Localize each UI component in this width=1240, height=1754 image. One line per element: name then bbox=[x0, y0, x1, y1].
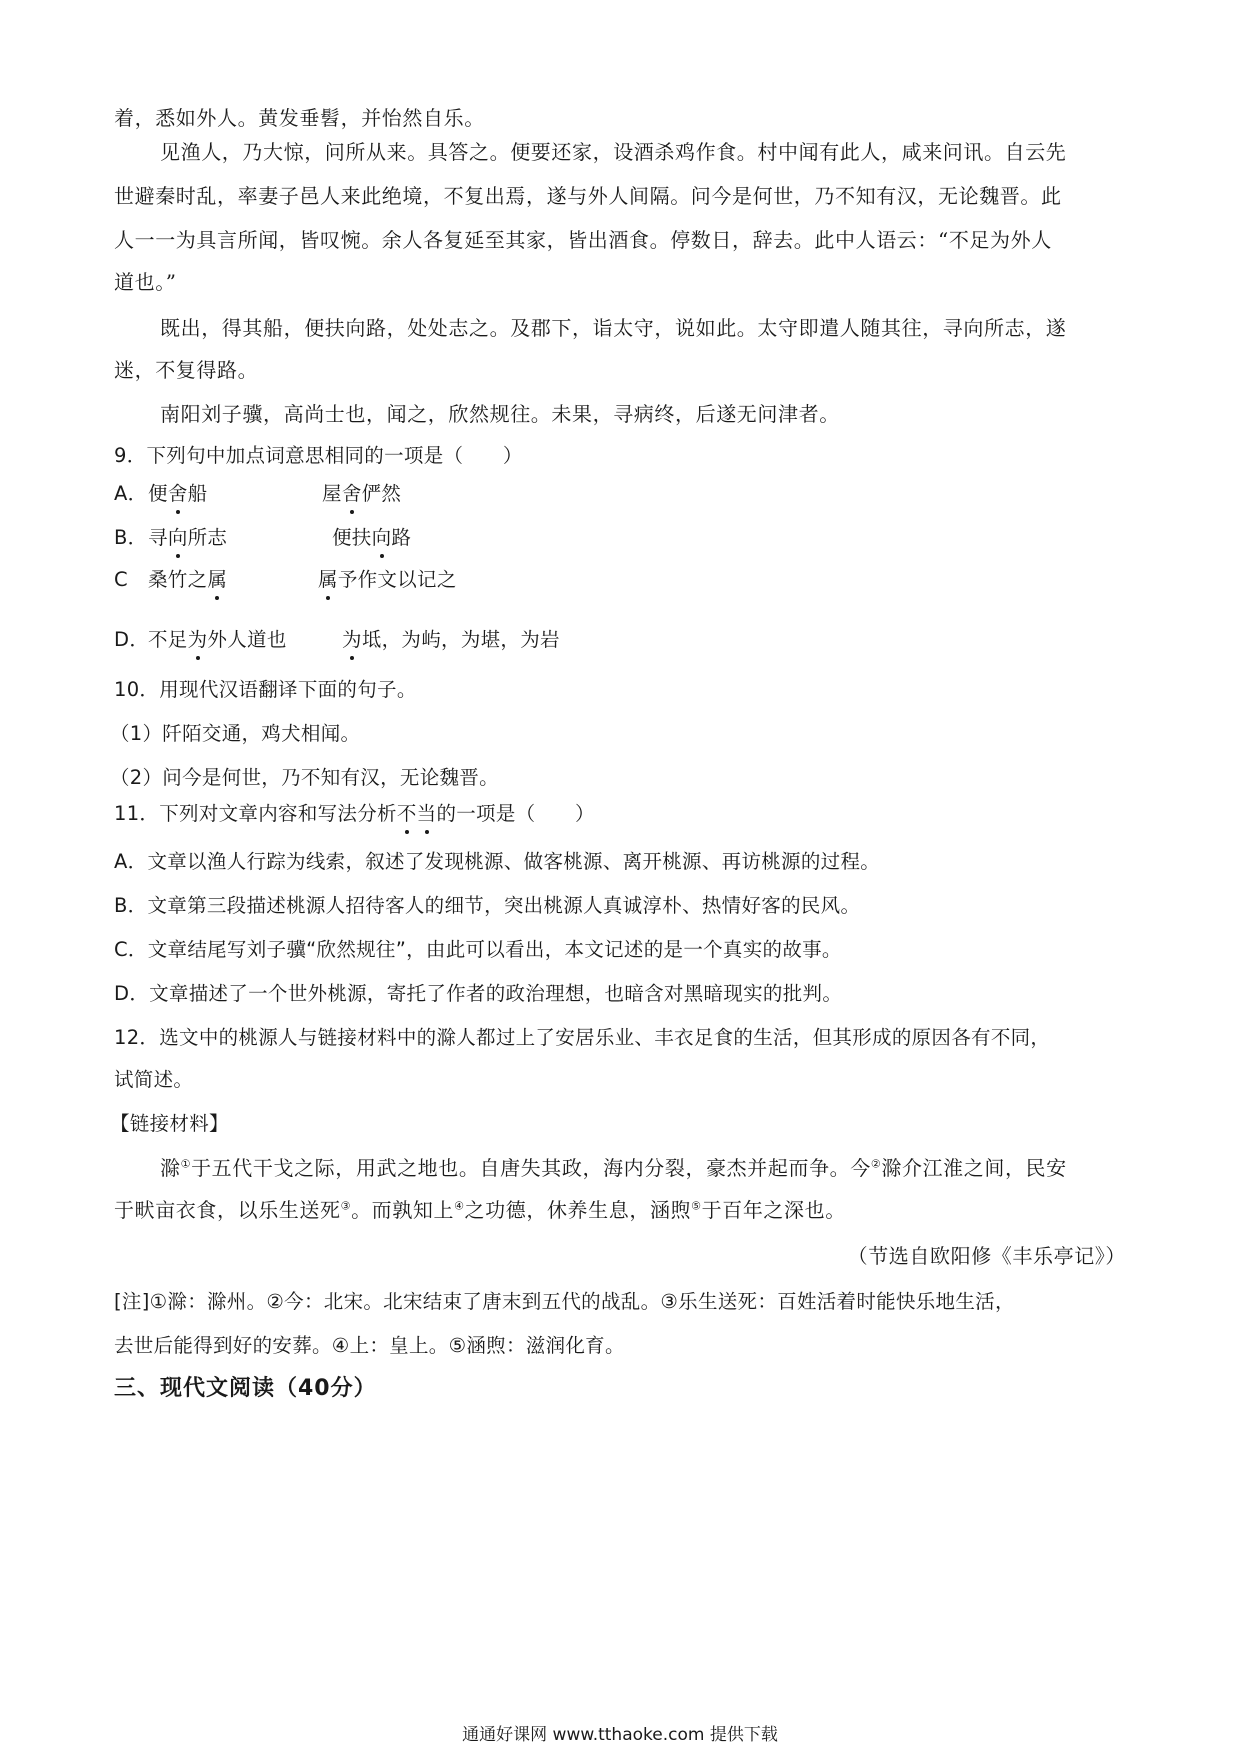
passage-line: 见渔人，乃大惊，问所从来。具答之。便要还家，设酒杀鸡作食。村中闻有此人，咸来问讯。自云先 bbox=[160, 140, 1067, 164]
phrase-text: 所志 bbox=[187, 526, 228, 549]
option-label: D． bbox=[114, 628, 150, 651]
passage-line: 道也。” bbox=[114, 270, 177, 294]
question-11-option-a: A．文章以渔人行踪为线索，叙述了发现桃源、做客桃源、离开桃源、再访桃源的过程。 bbox=[114, 850, 881, 873]
question-12-line: 12．选文中的桃源人与链接材料中的滁人都过上了安居乐业、丰衣足食的生活，但其形成的原因各有不同， bbox=[114, 1026, 1051, 1049]
question-9-stem: 9．下列句中加点词意思相同的一项是（ ） bbox=[114, 444, 523, 467]
footnote-mark: ② bbox=[870, 1157, 882, 1171]
dotted-char: 向 bbox=[372, 524, 392, 552]
option-c-phrase bbox=[148, 566, 227, 594]
section-heading: 三、现代文阅读（40分） bbox=[114, 1376, 377, 1401]
option-b-compare-phrase bbox=[332, 524, 411, 552]
option-label: C bbox=[114, 568, 128, 591]
passage-line: 既出，得其船，便扶向路，处处志之。及郡下，诣太守，说如此。太守即遣人随其往，寻向所志，遂 bbox=[160, 316, 1067, 340]
dotted-char: 为 bbox=[342, 626, 362, 654]
text: 滁介江淮之间，民安 bbox=[881, 1156, 1067, 1180]
option-label: B． bbox=[114, 526, 148, 549]
phrase-text: 船 bbox=[187, 482, 208, 505]
question-11-stem bbox=[114, 800, 595, 828]
option-label: A． bbox=[114, 482, 148, 505]
phrase-text: 桑竹之 bbox=[148, 568, 208, 591]
stem-text: 的一项是（ ） bbox=[436, 802, 595, 825]
option-c-compare-phrase bbox=[318, 566, 457, 594]
link-material-note: 去世后能得到好的安葬。④上：皇上。⑤涵煦：滋润化育。 bbox=[114, 1334, 625, 1357]
phrase-text: 予作文以记之 bbox=[337, 568, 457, 591]
text: 于畎亩衣食，以乐生送死 bbox=[114, 1198, 341, 1222]
dotted-char: 不 bbox=[397, 800, 417, 828]
option-b-phrase bbox=[148, 524, 227, 552]
option-a-compare-phrase bbox=[322, 480, 401, 508]
question-9-option-a bbox=[114, 480, 1114, 510]
question-9-option-c bbox=[114, 566, 1114, 596]
question-11-option-b: B．文章第三段描述桃源人招待客人的细节，突出桃源人真诚淳朴、热情好客的民风。 bbox=[114, 894, 861, 917]
question-12-line: 试简述。 bbox=[114, 1068, 194, 1091]
question-10-sentence-2: （2）问今是何世，乃不知有汉，无论魏晋。 bbox=[110, 766, 499, 789]
link-material-source: （节选自欧阳修《丰乐亭记》） bbox=[847, 1244, 1126, 1268]
phrase-text: 路 bbox=[391, 526, 412, 549]
footnote-mark: ① bbox=[180, 1157, 192, 1171]
dotted-char: 当 bbox=[417, 800, 437, 828]
option-a-phrase bbox=[148, 480, 207, 508]
footnote-mark: ④ bbox=[454, 1199, 465, 1213]
phrase-text: 坻，为屿，为堪，为岩 bbox=[361, 628, 560, 651]
passage-line: 人一一为具言所闻，皆叹惋。余人各复延至其家，皆出酒食。停数日，辞去。此中人语云：“不足为外人 bbox=[114, 228, 1052, 252]
text: 滁 bbox=[160, 1156, 181, 1180]
text: 。而孰知上 bbox=[351, 1198, 455, 1222]
link-material-note: [注]①滁：滁州。②今：北宋。北宋结束了唐末到五代的战乱。③乐生送死：百姓活着时能快乐地生活， bbox=[114, 1290, 1015, 1313]
dotted-char: 舍 bbox=[168, 480, 188, 508]
link-material-line bbox=[114, 1196, 846, 1224]
passage-line: 着，悉如外人。黄发垂髫，并怡然自乐。 bbox=[114, 106, 485, 130]
footnote-mark: ⑤ bbox=[691, 1199, 702, 1213]
link-material-title: 【链接材料】 bbox=[110, 1112, 229, 1135]
text: 之功德，休养生息，涵煦 bbox=[464, 1198, 692, 1222]
phrase-text: 便扶 bbox=[332, 526, 372, 549]
question-11-option-c: C．文章结尾写刘子骥“欣然规往”，由此可以看出，本文记述的是一个真实的故事。 bbox=[114, 938, 842, 961]
phrase-text: 屋 bbox=[322, 482, 342, 505]
phrase-text: 寻 bbox=[148, 526, 168, 549]
option-d-compare-phrase bbox=[342, 626, 560, 654]
question-9-option-d bbox=[114, 626, 1114, 656]
dotted-char: 向 bbox=[168, 524, 188, 552]
footnote-mark: ③ bbox=[340, 1199, 352, 1213]
dotted-char: 属 bbox=[318, 566, 338, 594]
question-10-stem: 10．用现代汉语翻译下面的句子。 bbox=[114, 678, 417, 701]
passage-line: 世避秦时乱，率妻子邑人来此绝境，不复出焉，遂与外人间隔。问今是何世，乃不知有汉，无论魏晋。此 bbox=[114, 184, 1062, 208]
question-11-option-d: D．文章描述了一个世外桃源，寄托了作者的政治理想，也暗含对黑暗现实的批判。 bbox=[114, 982, 843, 1005]
text: 于百年之深也。 bbox=[701, 1198, 846, 1222]
phrase-text: 便 bbox=[148, 482, 168, 505]
phrase-text: 俨然 bbox=[361, 482, 402, 505]
passage-line: 南阳刘子骥，高尚士也，闻之，欣然规往。未果，寻病终，后遂无问津者。 bbox=[160, 402, 840, 426]
link-material-line bbox=[160, 1154, 1067, 1182]
passage-line: 迷，不复得路。 bbox=[114, 358, 259, 382]
dotted-char: 为 bbox=[188, 626, 208, 654]
phrase-text: 外人道也 bbox=[207, 628, 287, 651]
text: 于五代干戈之际，用武之地也。自唐失其政，海内分裂，豪杰并起而争。今 bbox=[191, 1156, 871, 1180]
question-10-sentence-1: （1）阡陌交通，鸡犬相闻。 bbox=[110, 722, 361, 745]
dotted-char: 舍 bbox=[342, 480, 362, 508]
dotted-char: 属 bbox=[207, 566, 227, 594]
stem-text: 11．下列对文章内容和写法分析 bbox=[114, 802, 397, 825]
option-d-phrase bbox=[148, 626, 287, 654]
question-9-option-b bbox=[114, 524, 1114, 554]
phrase-text: 不足 bbox=[148, 628, 188, 651]
page-footer: 通通好课网 www.tthaoke.com 提供下载 bbox=[462, 1725, 778, 1745]
